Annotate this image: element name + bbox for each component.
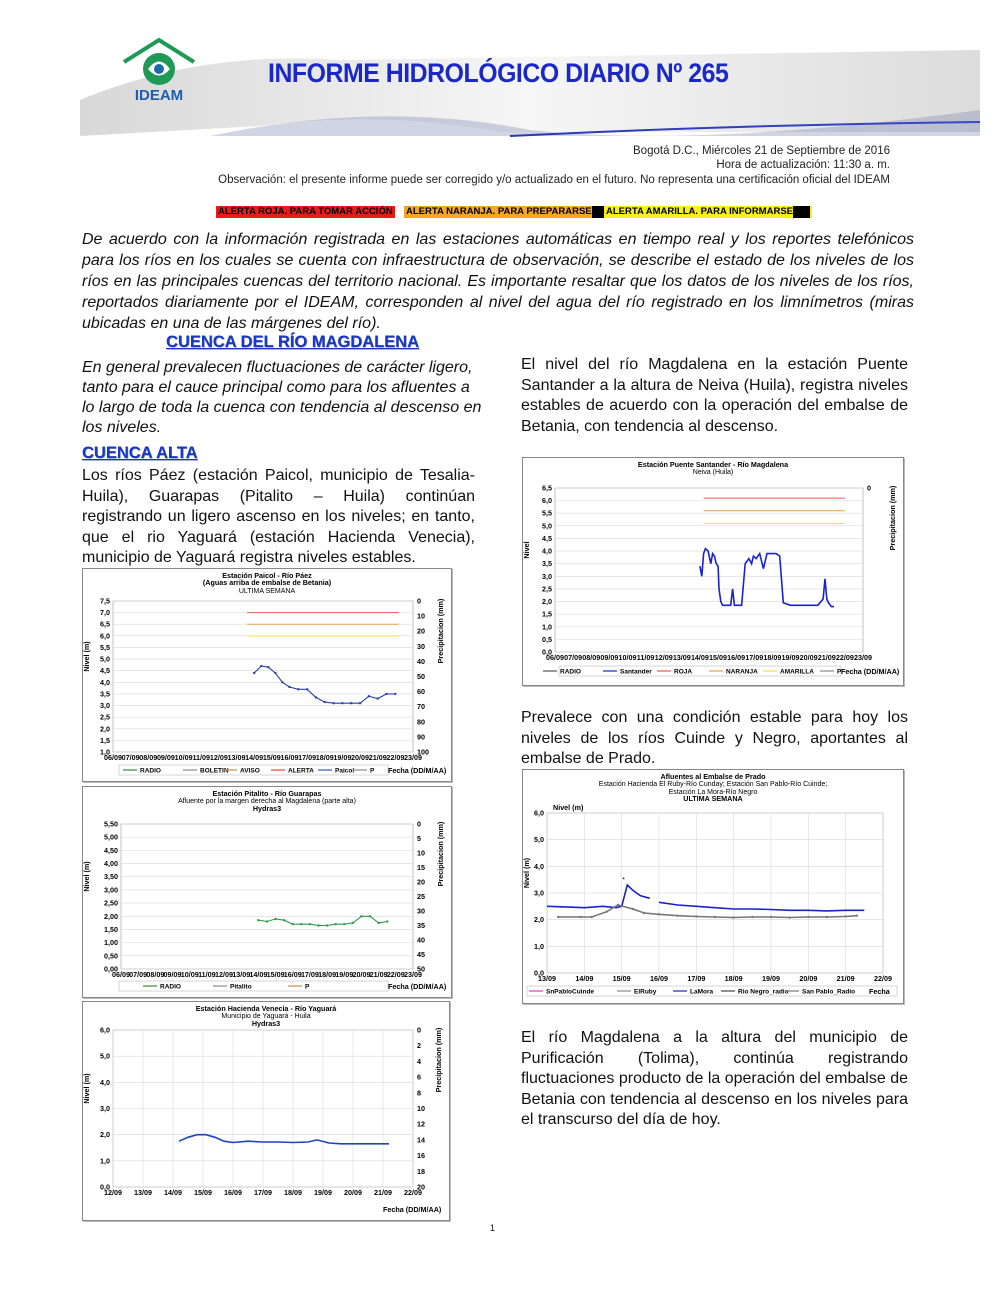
x-tick-label: 14/09 [690, 653, 709, 662]
x-tick-label: 15/09 [266, 970, 285, 979]
data-point [807, 916, 809, 918]
y2-tick-label: 5 [417, 834, 421, 843]
y-tick-label: 7,5 [100, 596, 110, 606]
y-axis-title: Nivel (m) [522, 857, 531, 889]
x-axis-title: Fecha (DD/M/AA) [388, 766, 447, 775]
x-tick-label: 14/09 [249, 970, 268, 979]
y-tick-label: 4,0 [100, 1077, 110, 1087]
x-tick-label: 09/09 [600, 653, 619, 662]
page-number: 1 [490, 1223, 496, 1233]
x-tick-label: 07/09 [129, 970, 148, 979]
chart-subtitle: Hydras3 [252, 804, 282, 813]
purificacion-text: El río Magdalena a la altura del municipio de Purificación (Tolima), continúa registrando fluctuaciones producto de la operación del embalse de Betania con tendencia al descenso en los niveles para el transcurso del día de hoy. [521, 1029, 908, 1129]
x-tick-label: 09/09 [156, 753, 175, 762]
y-tick-label: 1,0 [100, 1156, 110, 1166]
legend-label: ALERTA [288, 767, 314, 775]
y-tick-label: 6,0 [100, 631, 110, 641]
y-tick-label: 0,0 [542, 647, 552, 657]
chart-subtitle: ULTIMA SEMANA [683, 794, 743, 803]
data-point [557, 916, 559, 918]
data-point [591, 916, 593, 918]
x-tick-label: 16/09 [283, 970, 302, 979]
x-tick-label: 12/09 [104, 1188, 122, 1197]
y2-tick-label: 45 [417, 950, 425, 959]
y-tick-label: 0,00 [104, 964, 118, 974]
y-tick-label: 1,5 [100, 735, 110, 745]
report-date: Bogotá D.C., Miércoles 21 de Septiembre de 2016 [633, 145, 890, 157]
y2-tick-label: 20 [417, 626, 425, 636]
data-point [658, 913, 660, 915]
legend-label: P [370, 767, 375, 775]
y2-tick-label: 100 [417, 747, 429, 757]
data-point [369, 915, 371, 917]
legend-label: San Pablo_Radio [802, 988, 856, 996]
x-tick-label: 08/09 [582, 653, 601, 662]
data-point [292, 923, 294, 925]
x-tick-label: 11/09 [198, 970, 216, 979]
data-point [335, 923, 337, 925]
y2-tick-label: 30 [417, 906, 425, 916]
data-point [394, 693, 396, 695]
santander-text: El nivel del río Magdalena en la estación Puente Santander a la altura de Neiva (Huila), registra niveles estables de acuerdo con la operación del embalse de Betania, con tendencia al descenso. [521, 356, 908, 435]
legend-label: NARANJA [726, 668, 758, 676]
y-tick-label: 2,0 [100, 1130, 110, 1140]
data-point [377, 697, 379, 699]
y2-axis-title: Precipitacion (mm) [436, 821, 445, 887]
data-point [643, 912, 645, 914]
y-tick-label: 5,00 [104, 832, 118, 842]
y-tick-label: 3,50 [104, 872, 118, 882]
legend-label: RADIO [560, 668, 581, 676]
data-point [352, 922, 354, 924]
y2-tick-label: 6 [417, 1072, 421, 1082]
y2-tick-label: 20 [417, 877, 425, 887]
x-tick-label: 20/09 [344, 1188, 362, 1197]
data-point [306, 688, 308, 690]
magdalena-summary: En general prevalecen fluctuaciones de carácter ligero, tanto para el cauce principal como para los afluentes a lo largo de toda la cuenca con tendencia al descenso en los niveles. [82, 359, 482, 436]
y-tick-label: 5,50 [104, 819, 118, 829]
x-tick-label: 13/09 [672, 653, 691, 662]
x-tick-label: 14/09 [245, 753, 264, 762]
chart-title: Estación Puente Santander - Río Magdalena [637, 460, 789, 469]
x-tick-label: 06/09 [112, 970, 130, 979]
alert-orange-label: ALERTA NARANJA. PARA PREPARARSE [404, 206, 611, 218]
legend-label: Paicol [335, 767, 355, 775]
chart-subtitle: Hydras3 [251, 1019, 281, 1028]
y-tick-label: 4,50 [104, 845, 118, 855]
y2-tick-label: 70 [417, 702, 425, 712]
x-tick-label: 19/09 [762, 974, 780, 983]
y2-tick-label: 16 [417, 1151, 425, 1161]
report-title: INFORME HIDROLÓGICO DIARIO Nº 265 [268, 58, 729, 88]
data-point [297, 688, 299, 690]
y-axis-title: Nivel (m) [82, 861, 91, 892]
y2-tick-label: 40 [417, 935, 425, 945]
legend-label: Pitalito [230, 983, 252, 991]
y-tick-label: 3,0 [542, 571, 552, 581]
y-tick-label: 7,0 [100, 608, 110, 618]
x-tick-label: 10/09 [174, 753, 193, 762]
x-tick-label: 21/09 [368, 753, 387, 762]
chart-subtitle: Estación La Mora-Río Negro [668, 789, 758, 796]
x-tick-label: 14/09 [164, 1188, 182, 1197]
chart-prado [522, 769, 904, 1004]
data-point [309, 923, 311, 925]
data-point [332, 702, 334, 704]
x-axis-title: Fecha (DD/M/AA) [841, 667, 900, 676]
x-tick-label: 11/09 [636, 653, 655, 662]
data-point [360, 915, 362, 917]
legend-label: P [305, 983, 310, 991]
x-tick-label: 19/09 [781, 653, 800, 662]
x-axis-title: Fecha (DD/M/AA) [388, 982, 447, 991]
x-tick-label: 12/09 [654, 653, 673, 662]
x-tick-label: 17/09 [254, 1188, 272, 1197]
y-tick-label: 2,00 [104, 911, 118, 921]
y-tick-label: 1,0 [100, 747, 110, 757]
alert-yellow-label: ALERTA AMARILLA. PARA INFORMARSE [604, 206, 812, 218]
prado-text: Prevalece con una condición estable para hoy los niveles de los ríos Cuinde y Negro, aportantes al embalse de Prado. [521, 709, 908, 768]
chart-subtitle: Estación Hacienda El Ruby-Río Cunday; Estación San Pablo-Río Cuinde; [598, 781, 828, 788]
y-tick-label: 6,5 [542, 483, 552, 493]
x-tick-label: 20/09 [799, 653, 818, 662]
x-tick-label: 12/09 [209, 753, 228, 762]
data-point [324, 701, 326, 703]
x-tick-label: 16/09 [727, 653, 746, 662]
y-tick-label: 1,50 [104, 924, 118, 934]
data-point [343, 923, 345, 925]
x-tick-label: 19/09 [314, 1188, 332, 1197]
x-tick-label: 18/09 [724, 974, 743, 983]
legend-label: Santander [620, 668, 652, 676]
cuenca-alta-text: Los ríos Páez (estación Paicol, municipio de Tesalia- Huila), Guarapas (Pitalito – Huila) continúan registrando un ligero ascenso en los niveles; en tanto, que el rio Yaguará (estación Hacienda Venecia), municipio de Yaguará registra niveles estables. [82, 467, 475, 567]
x-tick-label: 19/09 [335, 970, 354, 979]
data-point [617, 904, 619, 906]
legend-label: RADIO [140, 767, 161, 775]
y2-tick-label: 90 [417, 732, 425, 742]
x-tick-label: 15/09 [262, 753, 281, 762]
data-point [714, 916, 716, 918]
chart-title: Estación Pitalito - Río Guarapas [212, 789, 322, 798]
y-tick-label: 1,0 [542, 622, 552, 632]
y-tick-label: 6,5 [100, 619, 110, 629]
data-point [274, 672, 276, 674]
y-tick-label: 1,0 [534, 941, 544, 951]
y2-tick-label: 35 [417, 921, 425, 930]
y2-tick-label: 50 [417, 672, 425, 681]
y2-axis-title: Precipitacion (mm) [434, 1027, 443, 1093]
y2-tick-label: 60 [417, 687, 425, 697]
y2-tick-label: 80 [417, 717, 425, 727]
y-axis-title: Nivel [522, 541, 531, 559]
x-tick-label: 18/09 [315, 753, 334, 762]
x-tick-label: 13/09 [232, 970, 251, 979]
y2-tick-label: 0 [417, 1025, 421, 1035]
data-point [377, 922, 379, 924]
legend-label: ElRuby [634, 988, 657, 996]
y-tick-label: 5,0 [100, 1051, 110, 1061]
data-point [266, 920, 268, 922]
y-tick-label: 4,5 [100, 666, 110, 676]
y2-tick-label: 14 [417, 1135, 425, 1145]
x-tick-label: 17/09 [298, 753, 317, 762]
data-point [606, 910, 608, 912]
x-axis-title: Fecha (DD/M/AA) [383, 1205, 442, 1214]
data-point [283, 919, 285, 921]
data-point [385, 693, 387, 695]
y2-tick-label: 8 [417, 1088, 421, 1098]
x-tick-label: 18/09 [763, 653, 782, 662]
y2-tick-label: 4 [417, 1056, 421, 1066]
y-tick-label: 4,00 [104, 859, 118, 869]
y-tick-label: 2,50 [104, 898, 118, 908]
ideam-logo [114, 36, 204, 108]
y-tick-label: 0,50 [104, 951, 118, 961]
x-tick-label: 20/09 [352, 970, 371, 979]
data-point [770, 916, 772, 918]
legend-label: LaMora [690, 988, 714, 996]
chart-pitalito [82, 786, 452, 998]
y2-tick-label: 10 [417, 848, 425, 858]
y2-tick-label: 12 [417, 1119, 425, 1129]
legend-label: P [837, 668, 842, 676]
y2-tick-label: 0 [417, 596, 421, 606]
data-point [359, 702, 361, 704]
data-point [260, 665, 262, 667]
y2-tick-label: 0 [867, 483, 871, 493]
x-tick-label: 21/09 [836, 974, 855, 983]
chart-subtitle: ULTIMA SEMANA [238, 588, 296, 595]
data-point [856, 914, 858, 916]
x-tick-label: 20/09 [351, 753, 370, 762]
data-point [274, 918, 276, 920]
y2-tick-label: 50 [417, 964, 425, 974]
x-tick-label: 08/09 [146, 970, 165, 979]
x-tick-label: 23/09 [404, 753, 422, 762]
y2-axis-title: Precipitacion (mm) [888, 485, 897, 551]
chart-title: Estación Paicol - Río Páez [222, 571, 312, 580]
alert-red-label: ALERTA ROJA. PARA TOMAR ACCIÓN [218, 206, 393, 217]
data-point [632, 908, 634, 910]
y-tick-label: 5,0 [534, 835, 544, 845]
chart-santander [522, 457, 904, 686]
data-point [253, 672, 255, 674]
y-tick-label: 6,0 [534, 808, 544, 818]
y-tick-label: 2,0 [534, 915, 544, 925]
legend-label: Rio Negro_radio [738, 988, 789, 996]
chart-subtitle: Neiva (Huila) [692, 469, 734, 476]
plot-area [113, 601, 413, 752]
data-point [317, 924, 319, 926]
data-point [368, 695, 370, 697]
x-tick-label: 09/09 [163, 970, 182, 979]
legend-label: ROJA [674, 668, 693, 676]
x-tick-label: 07/09 [121, 753, 140, 762]
data-point [315, 696, 317, 698]
y-tick-label: 2,0 [100, 724, 110, 734]
x-tick-label: 19/09 [333, 753, 352, 762]
x-tick-label: 13/09 [538, 974, 556, 983]
data-point [300, 923, 302, 925]
x-tick-label: 21/09 [817, 653, 836, 662]
x-tick-label: 18/09 [284, 1188, 302, 1197]
y2-tick-label: 40 [417, 656, 425, 666]
x-tick-label: 15/09 [709, 653, 728, 662]
data-point [751, 916, 753, 918]
x-tick-label: 06/09 [104, 753, 122, 762]
data-point [267, 666, 269, 668]
chart-subtitle: (Aguas arriba de embalse de Betania) [202, 578, 332, 587]
x-tick-label: 16/09 [280, 753, 299, 762]
y-tick-label: 3,5 [542, 559, 552, 569]
y2-tick-label: 15 [417, 863, 425, 872]
x-tick-label: 13/09 [134, 1188, 152, 1197]
data-point [257, 919, 259, 921]
x-tick-label: 13/09 [227, 753, 246, 762]
y-tick-label: 3,0 [534, 888, 544, 898]
alert-marker-icon [793, 206, 810, 218]
chart-subtitle: Municipio de Yaguará - Huila [221, 1013, 311, 1020]
data-point [288, 686, 290, 688]
y-tick-label: 2,5 [542, 584, 552, 594]
y-tick-label: 1,00 [104, 938, 118, 948]
y-tick-label: 4,5 [542, 533, 552, 543]
chart-venecia [82, 1001, 450, 1221]
y-tick-label: 6,0 [100, 1025, 110, 1035]
x-tick-label: 16/09 [650, 974, 668, 983]
x-tick-label: 17/09 [300, 970, 319, 979]
section-title-cuenca-alta: CUENCA ALTA [82, 444, 198, 462]
y2-tick-label: 25 [417, 892, 425, 901]
y-tick-label: 2,0 [542, 597, 552, 607]
x-tick-label: 10/09 [618, 653, 637, 662]
x-tick-label: 14/09 [575, 974, 594, 983]
logo-text: IDEAM [134, 87, 184, 104]
data-point [326, 924, 328, 926]
y-tick-label: 0,0 [534, 968, 544, 978]
legend-label: RADIO [160, 983, 181, 991]
x-tick-label: 10/09 [180, 970, 199, 979]
x-tick-label: 18/09 [318, 970, 337, 979]
y-tick-label: 4,0 [100, 677, 110, 687]
x-tick-label: 22/09 [404, 1188, 422, 1197]
y-tick-label: 5,5 [100, 642, 110, 652]
y-tick-label: 3,00 [104, 885, 118, 895]
y2-tick-label: 30 [417, 641, 425, 651]
x-tick-label: 15/09 [612, 974, 631, 983]
update-time: Hora de actualización: 11:30 a. m. [716, 159, 890, 171]
y-tick-label: 5,0 [542, 521, 552, 531]
data-point [695, 915, 697, 917]
y2-tick-label: 10 [417, 1104, 425, 1113]
chart-paicol [82, 568, 452, 782]
x-tick-label: 23/09 [404, 970, 422, 979]
section-title-magdalena: CUENCA DEL RÍO MAGDALENA [166, 333, 420, 351]
intro-paragraph: De acuerdo con la información registrada en las estaciones automáticas en tiempo real y los reportes telefónicos para los ríos en los cuales se cuenta con infraestructura de observación, se describe el estado de los niveles de los ríos en las principales cuencas del territorio nacional. Es importante resaltar que los datos de los niveles de los ríos, reportados diariamente por el IDEAM, corresponden al nivel del agua del río registrado en los limnímetros (miras ubicadas en una de las márgenes del río). [82, 231, 914, 332]
x-tick-label: 16/09 [224, 1188, 242, 1197]
legend-label: AMARILLA [780, 668, 814, 676]
plot-area [121, 824, 413, 969]
legend-label: AVISO [240, 767, 260, 775]
data-point [281, 681, 283, 683]
y-tick-label: 4,0 [534, 861, 544, 871]
data-point [386, 920, 388, 922]
x-tick-label: 17/09 [687, 974, 706, 983]
legend-label: SnPabloCuinde [546, 988, 595, 996]
x-tick-label: 07/09 [564, 653, 583, 662]
x-tick-label: 22/09 [386, 970, 405, 979]
y-axis-title-top: Nivel (m) [553, 803, 584, 812]
y-tick-label: 2,5 [100, 712, 110, 722]
x-tick-label: 06/09 [546, 653, 564, 662]
x-tick-label: 12/09 [215, 970, 234, 979]
data-point [732, 916, 734, 918]
data-point [579, 916, 581, 918]
x-tick-label: 22/09 [874, 974, 892, 983]
y-tick-label: 3,0 [100, 701, 110, 711]
y2-tick-label: 2 [417, 1041, 421, 1051]
y2-axis-title: Precipitacion (mm) [436, 598, 445, 664]
chart-title: Estación Hacienda Venecia - Río Yaguará [195, 1004, 337, 1013]
y-tick-label: 3,5 [100, 689, 110, 699]
plot-area [555, 488, 863, 652]
x-tick-label: 20/09 [799, 974, 818, 983]
x-tick-label: 08/09 [139, 753, 158, 762]
x-tick-label: 21/09 [374, 1188, 392, 1197]
y2-tick-label: 18 [417, 1166, 425, 1176]
x-tick-label: 23/09 [854, 653, 872, 662]
data-point [676, 914, 678, 916]
disclaimer-note: Observación: el presente informe puede ser corregido y/o actualizado en el futuro. No representa una certificación oficial del IDEAM [218, 174, 890, 186]
x-tick-label: 22/09 [835, 653, 854, 662]
y-tick-label: 3,0 [100, 1104, 110, 1113]
y-tick-label: 0,5 [542, 634, 552, 644]
data-point [623, 877, 625, 879]
y-tick-label: 5,5 [542, 508, 552, 518]
legend-label: BOLETIN [200, 767, 229, 775]
data-point [844, 915, 846, 917]
y2-tick-label: 10 [417, 611, 425, 621]
y-tick-label: 0,0 [100, 1182, 110, 1192]
x-tick-label: 21/09 [369, 970, 388, 979]
chart-subtitle: Afluente por la margen derecha al Magdalena (parte alta) [178, 798, 356, 805]
chart-title: Afluentes al Embalse de Prado [660, 772, 766, 781]
y-tick-label: 5,0 [100, 654, 110, 664]
data-point [826, 916, 828, 918]
x-tick-label: 15/09 [194, 1188, 212, 1197]
x-axis-title: Fecha [869, 987, 890, 996]
x-tick-label: 11/09 [192, 753, 211, 762]
y-tick-label: 4,0 [542, 546, 552, 556]
x-tick-label: 22/09 [386, 753, 405, 762]
data-point [350, 702, 352, 704]
data-point [788, 916, 790, 918]
y-axis-title: Nivel (m) [82, 641, 91, 672]
y2-tick-label: 20 [417, 1182, 425, 1192]
y2-tick-label: 0 [417, 819, 421, 829]
y-tick-label: 1,5 [542, 609, 552, 619]
x-tick-label: 17/09 [745, 653, 764, 662]
y-tick-label: 6,0 [542, 496, 552, 506]
y-axis-title: Nivel (m) [82, 1073, 91, 1104]
data-point [341, 702, 343, 704]
